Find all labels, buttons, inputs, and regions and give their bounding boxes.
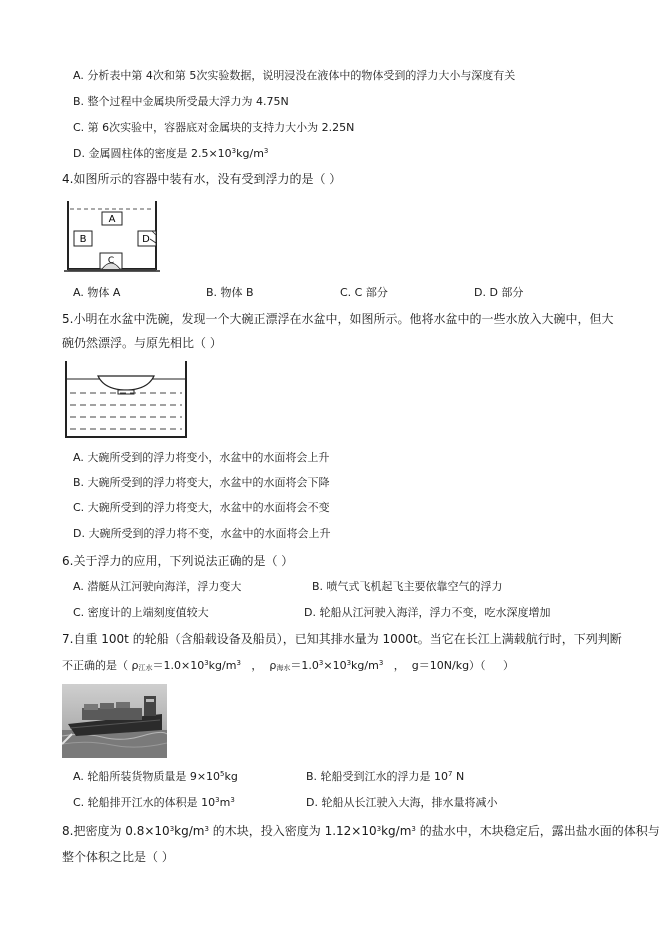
q7-exponent-3: 3 bbox=[318, 659, 324, 667]
q3-option-d-unit-exponent: 3 bbox=[263, 147, 269, 155]
q4-option-d: D. D 部分 bbox=[474, 286, 524, 299]
q8-text-a: 8.把密度为 0.8×10 bbox=[62, 824, 170, 838]
q7-option-a-exponent: 5 bbox=[220, 770, 225, 778]
q7-option-a-text: A. 轮船所装货物质量是 9×10 bbox=[73, 770, 221, 783]
q7-option-b-unit: N bbox=[452, 770, 465, 783]
q6-option-c: C. 密度计的上端刻度值较大 bbox=[73, 606, 209, 619]
q3-option-d-text: D. 金属圆柱体的密度是 2.5×10 bbox=[73, 147, 232, 160]
q4-label-d: D bbox=[142, 234, 150, 245]
q4-label-c: C bbox=[107, 256, 115, 266]
q7-exponent-1: 3 bbox=[204, 659, 209, 667]
q5-option-c: C. 大碗所受到的浮力将变大，水盆中的水面将会不变 bbox=[73, 501, 330, 514]
q7-subscript-sea: 海水 bbox=[276, 664, 291, 672]
q7-stem-text-c: kg/m bbox=[208, 659, 237, 672]
q5-basin-figure bbox=[62, 359, 190, 441]
q7-stem-line1: 7.自重 100t 的轮船（含船载设备及船员），已知其排水量为 1000t。当它在长江上满载航行时，下列判断 bbox=[62, 632, 622, 646]
q4-label-b: B bbox=[79, 234, 87, 245]
q4-stem: 4.如图所示的容器中装有水，没有受到浮力的是（ ） bbox=[62, 172, 342, 186]
q3-option-b: B. 整个过程中金属块所受最大浮力为 4.75N bbox=[73, 95, 289, 108]
q7-stem-text-e: ＝1.0 bbox=[290, 659, 319, 672]
q8-text-c: 的木块，投入密度为 1.12×10 bbox=[208, 824, 377, 838]
q8-text-b: kg/m bbox=[174, 824, 205, 838]
q7-option-c bbox=[73, 796, 235, 810]
q4-container-figure bbox=[62, 199, 162, 273]
q6-option-a: A. 潜艇从江河驶向海洋，浮力变大 bbox=[73, 580, 242, 593]
q8-exponent-2: 3 bbox=[204, 825, 209, 833]
q7-option-a-unit: kg bbox=[224, 770, 238, 783]
q6-stem: 6.关于浮力的应用，下列说法正确的是（ ） bbox=[62, 554, 294, 568]
q7-option-b-text: B. 轮船受到江水的浮力是 10 bbox=[306, 770, 449, 783]
q7-option-b-exponent: 7 bbox=[448, 770, 453, 778]
q6-option-b: B. 喷气式飞机起飞主要依靠空气的浮力 bbox=[312, 580, 503, 593]
q7-stem-line2 bbox=[62, 659, 514, 673]
q7-option-c-text: C. 轮船排开江水的体积是 10 bbox=[73, 796, 216, 809]
q8-stem-line2: 整个体积之比是（ ） bbox=[62, 850, 174, 864]
q7-ship-photo bbox=[62, 684, 167, 758]
q4-option-a: A. 物体 A bbox=[73, 286, 121, 299]
q4-option-c: C. C 部分 bbox=[340, 286, 388, 299]
q5-option-b: B. 大碗所受到的浮力将变大，水盆中的水面将会下降 bbox=[73, 476, 330, 489]
q7-option-c-unit: m bbox=[219, 796, 231, 809]
q3-option-d bbox=[73, 147, 268, 161]
q8-exponent-4: 3 bbox=[411, 825, 416, 833]
q3-option-d-exponent: 3 bbox=[231, 147, 237, 155]
q8-stem-line1 bbox=[62, 824, 660, 838]
q7-exponent-5: 3 bbox=[378, 659, 384, 667]
q3-option-c: C. 第 6次实验中，容器底对金属块的支持力大小为 2.25N bbox=[73, 121, 355, 134]
q7-stem-text-f: ×10 bbox=[323, 659, 347, 672]
q7-subscript-river: 江水 bbox=[138, 664, 153, 672]
q7-stem-text-h: ， g＝10N/kg）（ ） bbox=[383, 659, 515, 672]
q6-option-d: D. 轮船从江河驶入海洋，浮力不变，吃水深度增加 bbox=[304, 606, 551, 619]
q7-stem-text-b: ＝1.0×10 bbox=[152, 659, 205, 672]
q8-exponent-3: 3 bbox=[376, 825, 382, 833]
q7-option-d: D. 轮船从长江驶入大海，排水量将减小 bbox=[306, 796, 498, 809]
q7-option-c-unit-exponent: 3 bbox=[230, 796, 235, 804]
q4-label-a: A bbox=[108, 214, 116, 225]
q7-stem-text-a: 不正确的是（ ρ bbox=[62, 659, 139, 672]
q4-option-b: B. 物体 B bbox=[206, 286, 254, 299]
q7-option-c-exponent: 3 bbox=[215, 796, 220, 804]
q8-exponent-1: 3 bbox=[169, 825, 175, 833]
q7-stem-text-g: kg/m bbox=[351, 659, 379, 672]
q3-option-a: A. 分析表中第 4次和第 5次实验数据，说明浸没在液体中的物体受到的浮力大小与深度有关 bbox=[73, 69, 516, 82]
q5-option-d: D. 大碗所受到的浮力将不变，水盆中的水面将会上升 bbox=[73, 527, 331, 540]
q8-text-e: 的盐水中，木块稳定后，露出盐水面的体积与 bbox=[415, 824, 660, 838]
q7-exponent-4: 3 bbox=[346, 659, 352, 667]
q5-stem-line2: 碗仍然漂浮。与原先相比（ ） bbox=[62, 336, 222, 350]
q5-stem-line1: 5.小明在水盆中洗碗，发现一个大碗正漂浮在水盆中，如图所示。他将水盆中的一些水放入大碗中，但大 bbox=[62, 312, 614, 326]
q5-option-a: A. 大碗所受到的浮力将变小，水盆中的水面将会上升 bbox=[73, 451, 330, 464]
q7-option-a bbox=[73, 770, 238, 784]
q7-option-b bbox=[306, 770, 464, 784]
q8-text-d: kg/m bbox=[381, 824, 412, 838]
q3-option-d-unit: kg/m bbox=[236, 147, 264, 160]
q7-stem-text-d: ， ρ bbox=[240, 659, 277, 672]
q7-exponent-2: 3 bbox=[236, 659, 241, 667]
